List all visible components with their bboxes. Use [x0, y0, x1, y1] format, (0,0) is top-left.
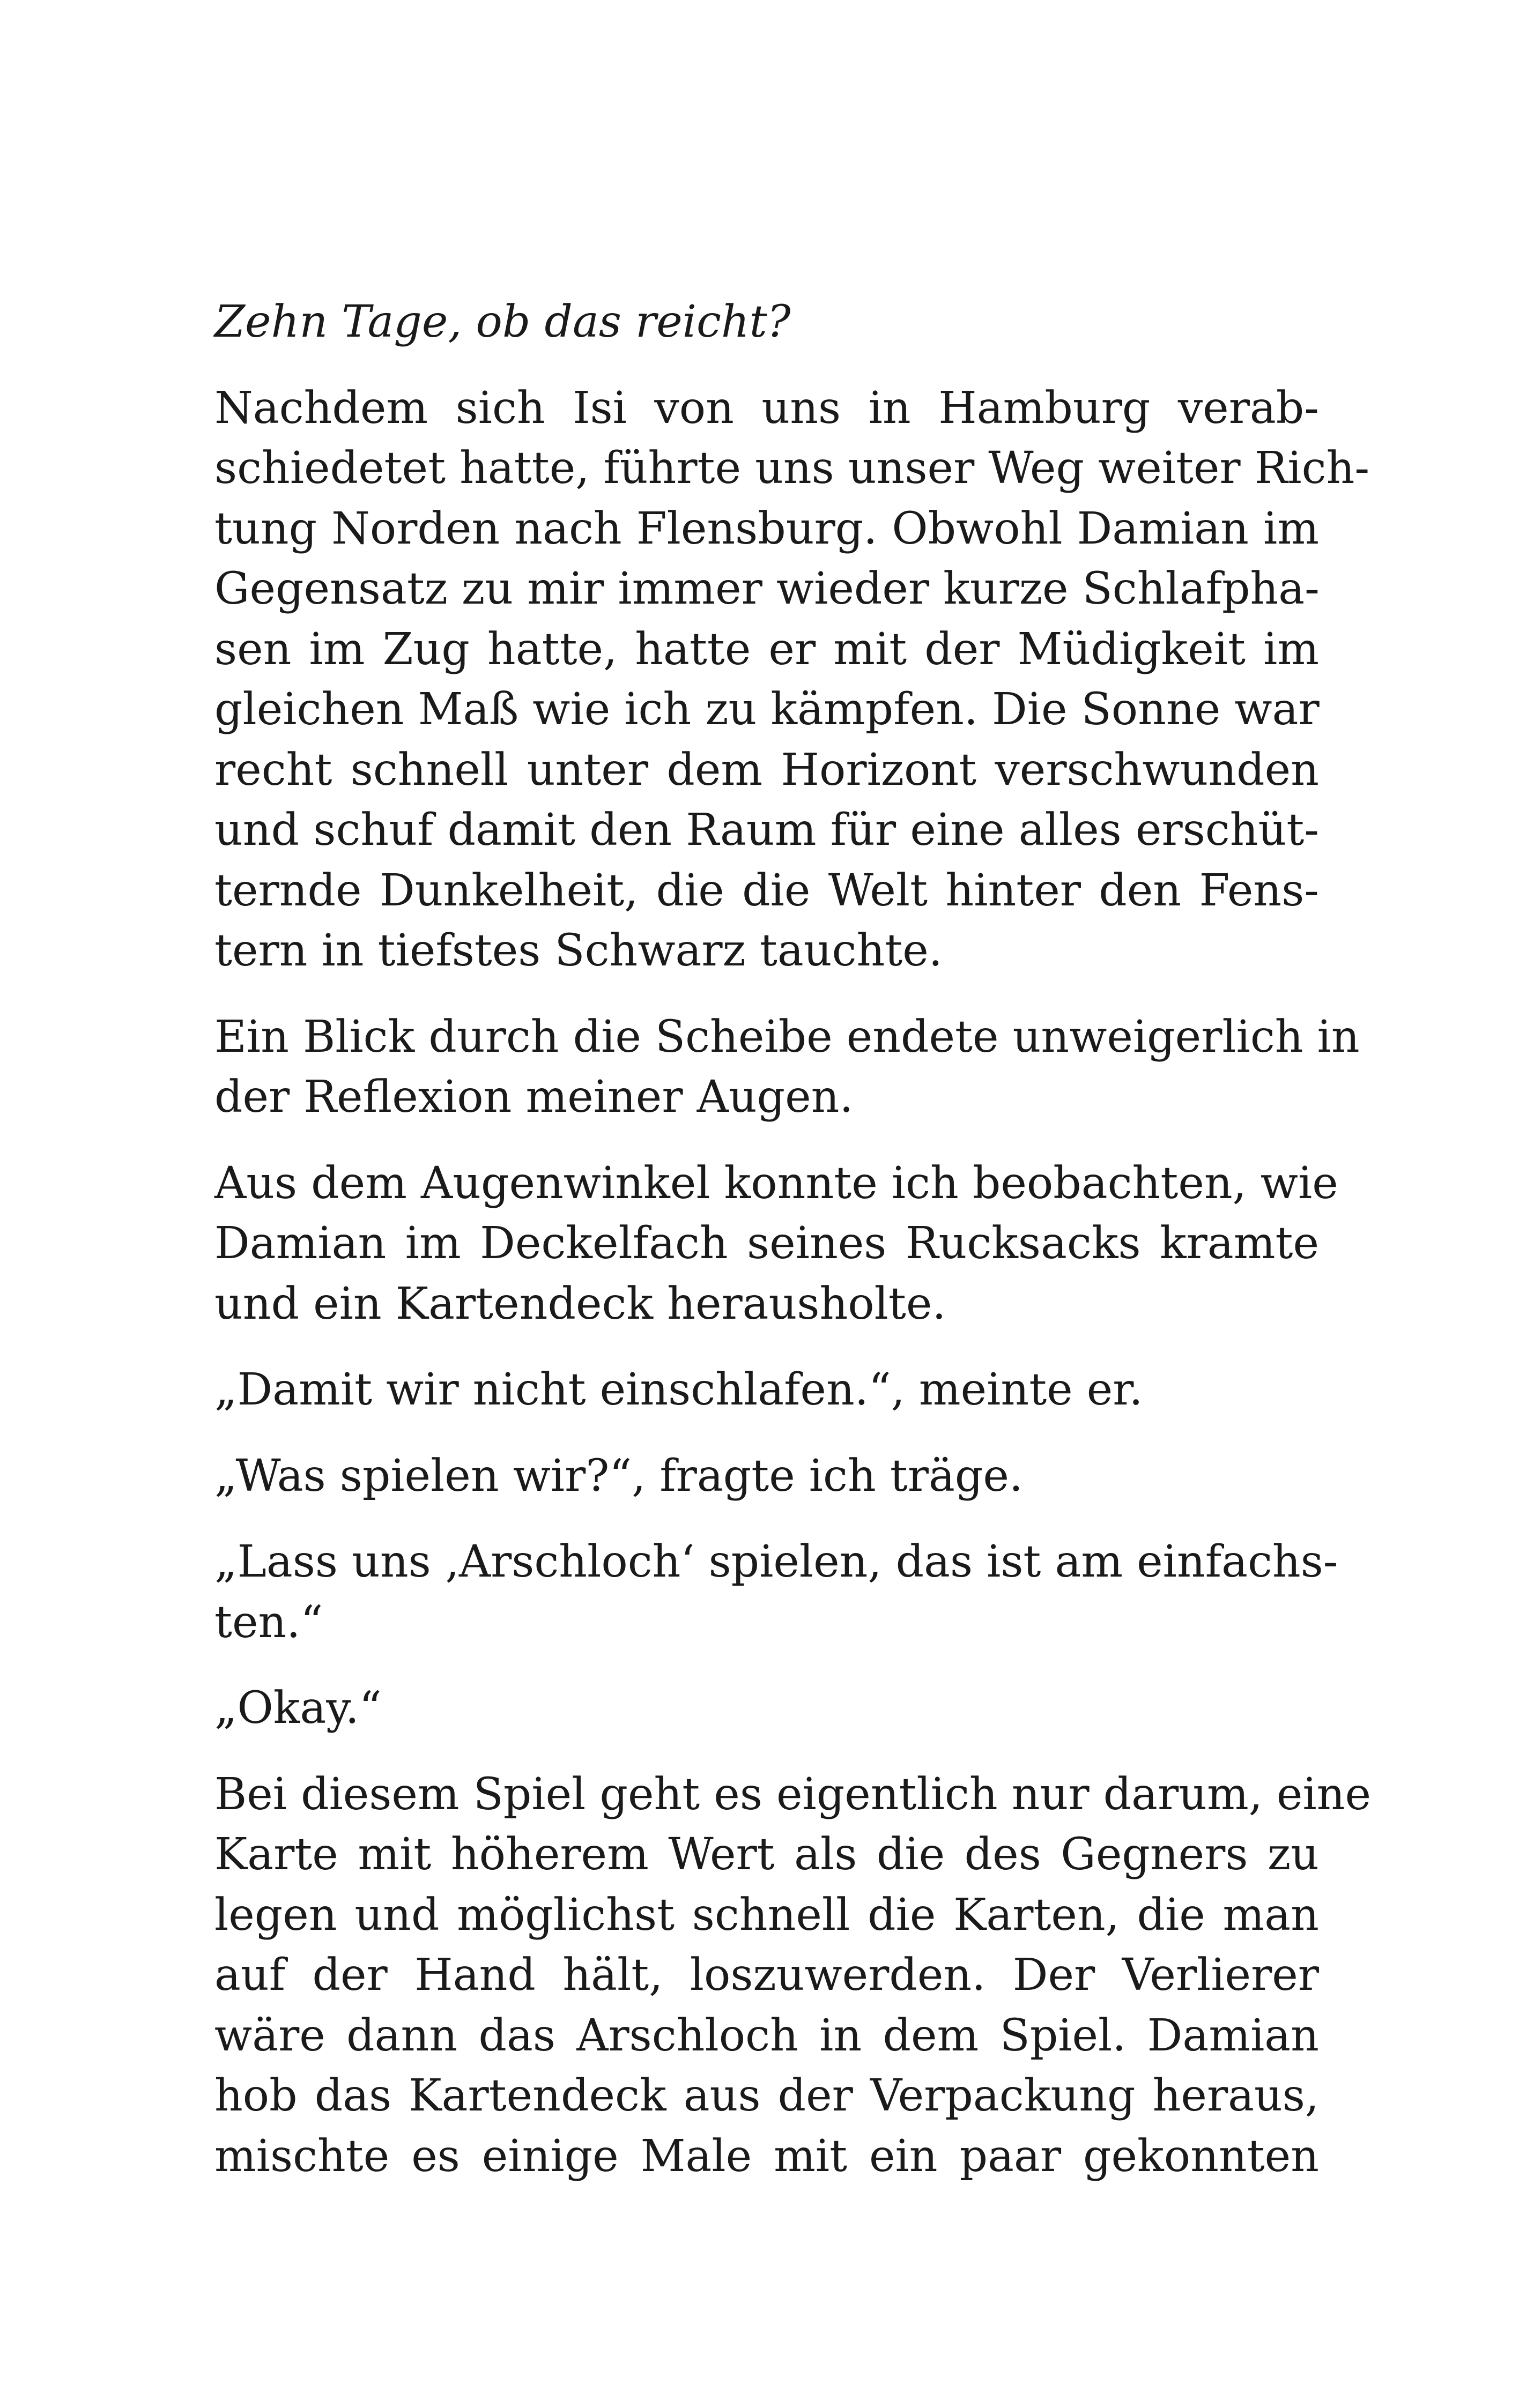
paragraph-gap [214, 353, 1319, 378]
paragraph [214, 1678, 1319, 1739]
text-line: auf der Hand hält, loszuwerden. Der Verlierer [214, 1950, 1319, 2001]
text-line: „Lass uns ‚Arschloch‘ spielen, das ist am einfachs- [214, 1536, 1338, 1587]
text-line: der Reflexion meiner Augen. [214, 1072, 854, 1123]
text-line: Gegensatz zu mir immer wieder kurze Schlafpha- [214, 563, 1320, 614]
text-line: Aus dem Augenwinkel konnte ich beobachten, wie [214, 1157, 1338, 1209]
text-line: recht schnell unter dem Horizont verschwunden [214, 744, 1319, 796]
paragraph [214, 1532, 1338, 1653]
text-line: tern in tiefstes Schwarz tauchte. [214, 925, 943, 976]
text-line: Bei diesem Spiel geht es eigentlich nur darum, eine [214, 1768, 1372, 1820]
text-line: schiedetet hatte, führte uns unser Weg weiter Rich- [214, 443, 1370, 494]
text-line: Damian im Deckelfach seines Rucksacks kramte [214, 1218, 1319, 1269]
text-line: „Was spielen wir?“, fragte ich träge. [214, 1450, 1023, 1502]
paragraph-gap [214, 1128, 1319, 1154]
paragraph-gap [214, 1421, 1319, 1446]
paragraph [214, 1765, 1372, 2187]
paragraph-gap [214, 1334, 1319, 1360]
text-line: ternde Dunkelheit, die die Welt hinter den Fens- [214, 865, 1319, 916]
text-line: wäre dann das Arschloch in dem Spiel. Damian [214, 2010, 1319, 2061]
text-line: und schuf damit den Raum für eine alles erschüt- [214, 805, 1319, 856]
text-line: Nachdem sich Isi von uns in Hamburg verab- [214, 382, 1319, 434]
paragraph-gap [214, 982, 1319, 1007]
text-line: Karte mit höherem Wert als die des Gegners zu [214, 1829, 1319, 1880]
paragraph-gap [214, 1653, 1319, 1678]
text-line: hob das Kartendeck aus der Verpackung heraus, [214, 2070, 1319, 2121]
paragraph [214, 1154, 1338, 1335]
paragraph-gap [214, 1739, 1319, 1765]
text-line: gleichen Maß wie ich zu kämpfen. Die Sonne war [214, 684, 1320, 735]
text-line: sen im Zug hatte, hatte er mit der Müdigkeit im [214, 623, 1319, 675]
text-line: Ein Blick durch die Scheibe endete unweigerlich in [214, 1011, 1360, 1062]
text-line: „Damit wir nicht einschlafen.“, meinte er. [214, 1364, 1143, 1415]
text-line: „Okay.“ [214, 1683, 382, 1734]
text-line: mischte es einige Male mit ein paar gekonnten [214, 2130, 1319, 2182]
paragraph [214, 1446, 1319, 1507]
text-line: legen und möglichst schnell die Karten, die man [214, 1889, 1319, 1941]
text-line: und ein Kartendeck herausholte. [214, 1278, 946, 1329]
section-heading: Zehn Tage, ob das reicht? [214, 296, 791, 347]
text-line: ten.“ [214, 1596, 323, 1648]
page-text [214, 292, 1372, 2187]
paragraph [214, 1007, 1360, 1128]
paragraph [214, 378, 1370, 982]
text-line: tung Norden nach Flensburg. Obwohl Damian im [214, 503, 1319, 554]
paragraph-gap [214, 1506, 1319, 1532]
paragraph [214, 1360, 1319, 1421]
